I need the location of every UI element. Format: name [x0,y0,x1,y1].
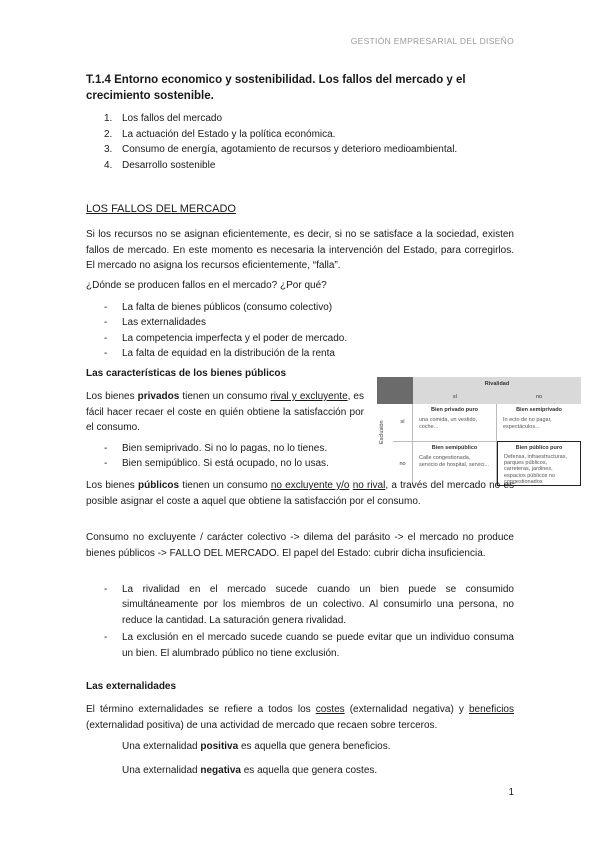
list-item: 2. La actuación del Estado y la política económica. [104,128,336,140]
table-row-no: no [393,441,413,486]
list-item: - La falta de bienes públicos (consumo colectivo) [104,302,333,313]
causes-list [104,300,502,362]
page-number: 1 [508,787,514,798]
list-item: - La rivalidad en el mercado sucede cuando un bien puede se consumido simultáneamente por los miembros de un colectivo. Al consumirlo una persona, no reduce la cantidad. La saturación genera rivalidad. [104,584,514,626]
list-item: - Las externalidades [104,317,206,329]
definitions-list [104,582,514,661]
table-cell: Bien semiprivado In ecto de no pagar, espectáculos... [503,407,562,430]
page-title: T.1.4 Entorno economico y sostenibilidad. Los fallos del mercado y el crecimiento sostenible. [86,74,466,102]
list-item: 1. Los fallos del mercado [104,113,223,124]
paragraph-privados: Los bienes privados tienen un consumo rival y excluyente, es fácil hacer recaer el coste en quién obtiene la satisfacción por el consumo. [86,391,364,434]
table-row-group: Exclusión [379,420,385,444]
question: ¿Dónde se producen fallos en el mercado? ¿Por qué? [86,280,327,291]
semi-list [104,441,372,472]
table-col-group: Rivalidad [413,377,581,391]
table-row-si: sí [393,404,413,441]
list-item: - La falta de equidad en la distribución de la renta [104,348,335,360]
subheading-externalidades: Las externalidades [86,681,177,692]
list-item: - Bien semipúblico. Si está ocupado, no lo usas. [104,458,329,470]
list-item: 4. Desarrollo sostenible [104,159,216,171]
section-heading-fallos: LOS FALLOS DEL MERCADO [86,203,236,215]
paragraph-externalidades: El término externalidades se refiere a todos los costes (externalidad negativa) y beneficios (externalidad positiva) de una actividad de mercado que recaen sobre terceros. [86,704,514,731]
externalidad-positiva: Una externalidad positiva es aquella que genera beneficios. [122,741,391,752]
running-header: GESTIÓN EMPRESARIAL DEL DISEÑO [350,36,514,46]
list-item: - Bien semiprivado. Si no lo pagas, no lo tienes. [104,443,328,454]
table-col-no: no [497,391,581,404]
table-cell: Bien público puro Defensa, infraestructuras, parques públicos, carreteras, jardines, espacios públicos no congestionados [497,441,581,486]
table-row-group-cell [377,404,393,486]
paragraph-intro: Si los recursos no se asignan eficientemente, es decir, si no se satisface a la sociedad, existen fallos de mercado. En este momento es necesaria la intervención del Estado, para corregirlos. El mercado no asigna los recursos eficientemente, “falla”. [86,229,514,272]
list-item: 3. Consumo de energía, agotamiento de recursos y deterioro medioambiental. [104,144,458,155]
topic-list [104,111,522,173]
paragraph-parasito: Consumo no excluyente / carácter colectivo -> dilema del parásito -> el mercado no produce bienes públicos -> FALLO DEL MERCADO. El papel del Estado: cubrir dicha insuficiencia. [86,532,514,559]
list-item: - La competencia imperfecta y el poder de mercado. [104,332,348,344]
subheading-bienes: Las características de los bienes públicos [86,368,287,379]
paragraph-publicos: Los bienes públicos tienen un consumo no excluyente y/o no rival, a través del mercado no es posible asignar el coste a aquel que obtiene la satisfacción por el consumo. [86,480,514,507]
table-col-si: sí [413,391,497,404]
externalidad-negativa: Una externalidad negativa es aquella que genera costes. [122,765,378,776]
table-cell: Bien semipúblico Calle congestionada, servicio de hospital, servici... [413,441,497,486]
list-item: - La exclusión en el mercado sucede cuando se puede evitar que un individuo consuma un bien. El alumbrado público no tiene exclusión. [104,632,514,659]
table-cell: Bien privado puro una comida, un vestido, coche... [413,404,497,441]
goods-classification-table [377,377,581,486]
